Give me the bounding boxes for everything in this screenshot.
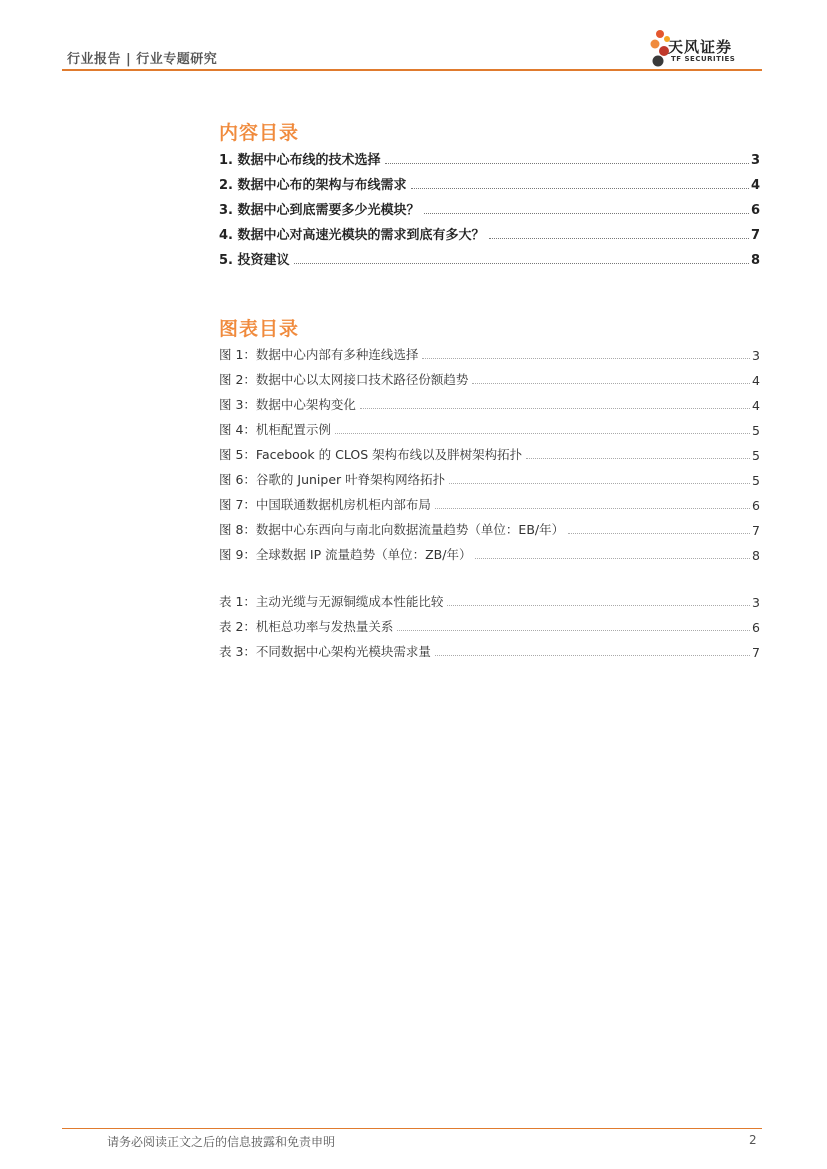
toc-entry-label: 4. 数据中心对高速光模块的需求到底有多大？ [219,228,485,243]
table-entry-label: 表 2：机柜总功率与发热量关系 [219,619,394,634]
figure-entry-label: 图 8：数据中心东西向与南北向数据流量趋势（单位：EB/年） [219,522,565,537]
leader-dots [526,457,750,459]
toc-entry-page: 7 [750,228,760,243]
leader-dots [335,432,750,434]
table-entry[interactable] [219,592,760,610]
table-entry[interactable] [219,617,760,635]
footer-page-number: 2 [749,1133,757,1147]
toc-entry-page: 8 [750,253,760,268]
table-entry-page: 3 [752,595,760,610]
figure-entry-page: 7 [752,523,760,538]
figure-entry-label: 图 4：机柜配置示例 [219,422,331,437]
footer-divider [62,1128,762,1129]
leader-dots [435,654,750,656]
figure-entry-page: 4 [752,373,760,388]
toc-entry-page: 6 [750,203,760,218]
leader-dots [397,629,750,631]
leader-dots [360,407,750,409]
leader-dots [385,162,749,164]
figure-entry[interactable] [219,370,760,388]
figure-entry-label: 图 5：Facebook 的 CLOS 架构布线以及胖树架构拓扑 [219,447,523,462]
figure-entry[interactable] [219,470,760,488]
figure-entry[interactable] [219,520,760,538]
figure-entry-page: 5 [752,448,760,463]
toc-entry[interactable] [219,225,760,243]
table-entry-label: 表 1：主动光缆与无源铜缆成本性能比较 [219,594,444,609]
table-entry-label: 表 3：不同数据中心架构光模块需求量 [219,644,431,659]
table-entry[interactable] [219,642,760,660]
leader-dots [294,262,749,264]
figure-entry-page: 3 [752,348,760,363]
leader-dots [568,532,750,534]
logo-english-name: TF SECURITIES [671,55,736,63]
figure-entry[interactable] [219,545,760,563]
figure-entry[interactable] [219,395,760,413]
toc-entry[interactable] [219,200,760,218]
leader-dots [472,382,750,384]
figure-entry-page: 4 [752,398,760,413]
leader-dots [411,187,749,189]
toc-entry-page: 4 [750,178,760,193]
logo-chinese-name: 天风证券 [668,38,733,56]
header-breadcrumb: 行业报告 | 行业专题研究 [67,52,218,67]
toc-entry[interactable] [219,250,760,268]
toc-entry[interactable] [219,175,760,193]
toc-entry-label: 1. 数据中心布线的技术选择 [219,153,381,168]
leader-dots [435,507,750,509]
figure-entry[interactable] [219,420,760,438]
figure-entry-label: 图 6：谷歌的 Juniper 叶脊架构网络拓扑 [219,472,446,487]
leader-dots [449,482,750,484]
toc-entry-label: 3. 数据中心到底需要多少光模块？ [219,203,420,218]
figure-entry-label: 图 7：中国联通数据机房机柜内部布局 [219,497,431,512]
figure-entry-page: 8 [752,548,760,563]
figure-entry-label: 图 9：全球数据 IP 流量趋势（单位：ZB/年） [219,547,472,562]
leader-dots [447,604,750,606]
figure-entry-page: 5 [752,473,760,488]
leader-dots [422,357,750,359]
figure-entry-label: 图 1：数据中心内部有多种连线选择 [219,347,419,362]
figure-entry-page: 6 [752,498,760,513]
footer-disclaimer: 请务必阅读正文之后的信息披露和免责申明 [107,1135,336,1149]
toc-entry[interactable] [219,150,760,168]
table-entry-page: 6 [752,620,760,635]
figure-entry[interactable] [219,495,760,513]
leader-dots [475,557,750,559]
header-divider [62,69,762,71]
figure-entry-label: 图 2：数据中心以太网接口技术路径份额趋势 [219,372,469,387]
toc-entry-label: 2. 数据中心布的架构与布线需求 [219,178,407,193]
table-entry-page: 7 [752,645,760,660]
contents-title: 内容目录 [219,122,300,144]
figure-entry[interactable] [219,345,760,363]
toc-entry-page: 3 [750,153,760,168]
figure-entry-label: 图 3：数据中心架构变化 [219,397,356,412]
leader-dots [424,212,749,214]
leader-dots [489,237,749,239]
toc-entry-label: 5. 投资建议 [219,253,290,268]
charts-title: 图表目录 [219,318,300,340]
figure-entry-page: 5 [752,423,760,438]
figure-entry[interactable] [219,445,760,463]
